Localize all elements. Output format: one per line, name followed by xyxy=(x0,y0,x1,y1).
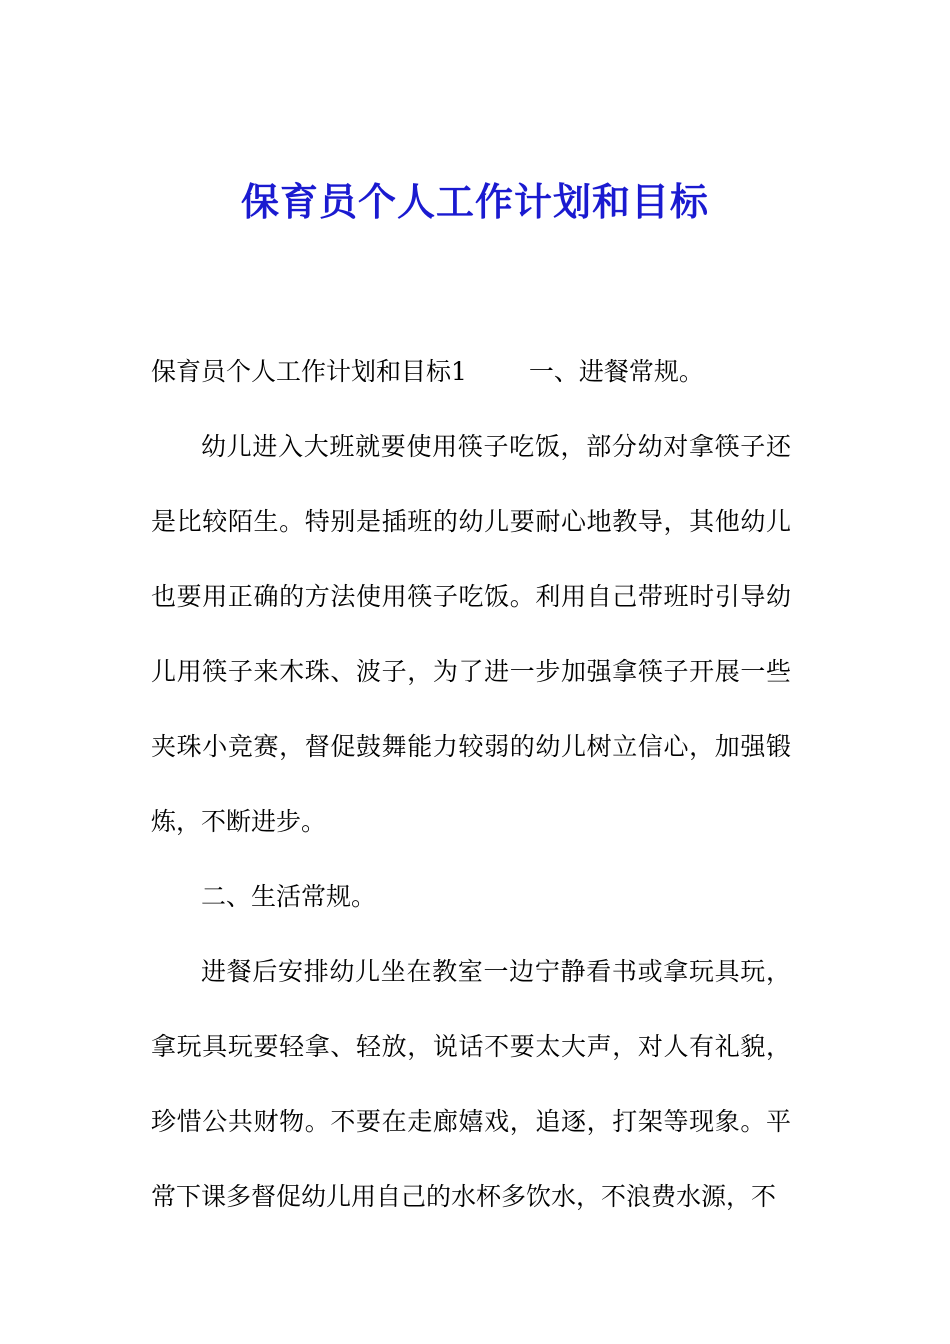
intro-line xyxy=(151,334,791,409)
paragraph-2: 进餐后安排幼儿坐在教室一边宁静看书或拿玩具玩，拿玩具玩要轻拿、轻放，说话不要太大声，对人有礼貌，珍惜公共财物。不要在走廊嬉戏，追逐，打架等现象。平常下课多督促幼儿用自己的水杯多饮水，不浪费水源，不 xyxy=(151,957,791,1211)
section2-heading: 二、生活常规。 xyxy=(201,882,377,911)
document-body xyxy=(151,334,791,1234)
section1-heading: 一、进餐常规。 xyxy=(528,357,704,386)
document-title: 保育员个人工作计划和目标 xyxy=(240,179,709,224)
paragraph-1: 幼儿进入大班就要使用筷子吃饭，部分幼对拿筷子还是比较陌生。特别是插班的幼儿要耐心地教导，其他幼儿也要用正确的方法使用筷子吃饭。利用自己带班时引导幼儿用筷子来木珠、波子，为了进一步加强拿筷子开展一些夹珠小竞赛，督促鼓舞能力较弱的幼儿树立信心，加强锻炼，不断进步。 xyxy=(151,432,791,836)
intro-heading: 保育员个人工作计划和目标1 xyxy=(151,357,467,386)
